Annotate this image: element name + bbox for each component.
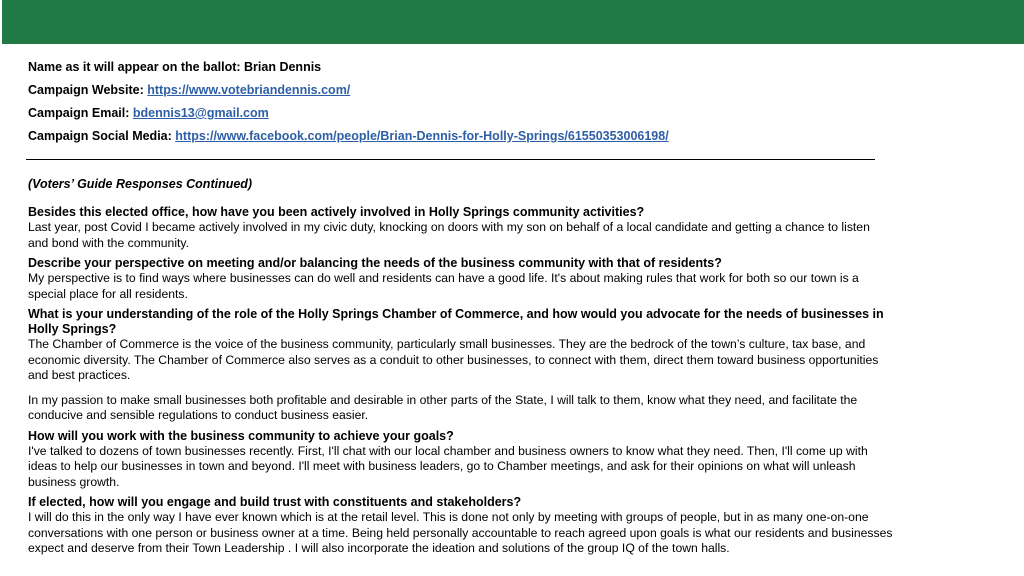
header-bar bbox=[2, 0, 1024, 44]
campaign-website-link[interactable]: https://www.votebriandennis.com/ bbox=[147, 83, 351, 97]
answer-community-involvement: Last year, post Covid I became actively involved in my civic duty, knocking on doors with my son on behalf of a local candidate and getting a chance to listen and bond with the community. bbox=[28, 220, 870, 250]
answer-business-balance: My perspective is to find ways where businesses can do well and residents can have a good life. It's about making rules that work for both so our town is a special place for all residents. bbox=[28, 271, 859, 301]
campaign-social-label: Campaign Social Media: bbox=[28, 129, 172, 143]
campaign-email-link[interactable]: bdennis13@gmail.com bbox=[132, 106, 269, 120]
qa-item bbox=[28, 205, 893, 251]
ballot-name-label: Name as it will appear on the ballot: bbox=[28, 60, 241, 74]
guide-subtitle: (Voters’ Guide Responses Continued) bbox=[28, 177, 253, 191]
answer-business-goals: I've talked to dozens of town businesses recently. First, I'll chat with our local chamber and business owners to know what they need. Then, I'll come up with ideas to help our businesses in town and beyond. I'll meet with business leaders, go to Chamber meetings, and ask for their opinions on what will unleash business growth. bbox=[28, 443, 868, 489]
question-chamber-role: What is your understanding of the role of the Holly Springs Chamber of Commerce, and how would you advocate for the needs of businesses in Holly Springs? bbox=[28, 307, 884, 336]
section-divider bbox=[26, 159, 875, 160]
campaign-email-label: Campaign Email: bbox=[28, 106, 130, 120]
candidate-info bbox=[28, 60, 893, 152]
question-business-goals: How will you work with the business community to achieve your goals? bbox=[28, 428, 454, 443]
campaign-website-label: Campaign Website: bbox=[28, 83, 144, 97]
voters-guide-responses bbox=[28, 177, 893, 562]
question-business-balance: Describe your perspective on meeting and/or balancing the needs of the business community with that of residents? bbox=[28, 256, 722, 270]
campaign-email-line bbox=[28, 106, 893, 121]
campaign-social-line bbox=[28, 129, 893, 144]
qa-item bbox=[28, 256, 893, 302]
answer-chamber-role-continued: In my passion to make small businesses both profitable and desirable in other parts of the State, I will talk to them, know what they need, and facilitate the conducive and sensible regulations to conduct business easier. bbox=[28, 392, 858, 422]
qa-item bbox=[28, 429, 893, 491]
answer-chamber-role: The Chamber of Commerce is the voice of the business community, particularly small businesses. They are the bedrock of the town’s culture, tax base, and economic diversity. The Chamber of Commerce also serves as a conduit to other businesses, to connect with them, direct them toward business opportunities and best practices. bbox=[28, 337, 879, 382]
campaign-social-link[interactable]: https://www.facebook.com/people/Brian-Dennis-for-Holly-Springs/61550353006198/ bbox=[175, 129, 669, 143]
ballot-name-value: Brian Dennis bbox=[244, 60, 322, 74]
question-build-trust: If elected, how will you engage and build trust with constituents and stakeholders? bbox=[28, 495, 522, 509]
qa-item bbox=[28, 495, 893, 557]
question-community-involvement: Besides this elected office, how have you been actively involved in Holly Springs community activities? bbox=[28, 205, 645, 219]
answer-build-trust: I will do this in the only way I have ever known which is at the retail level. This is done not only by meeting with groups of people, but in as many one-on-one conversations with one person or business owner at a time. Being held personally accountable to reach agreed upon goals is what our residents and businesses expect and deserve from their Town Leadership . I will also incorporate the ideation and solutions of the group IQ of the town halls. bbox=[28, 510, 893, 555]
qa-item bbox=[28, 307, 893, 424]
ballot-name-line bbox=[28, 60, 893, 75]
campaign-website-line bbox=[28, 83, 893, 98]
